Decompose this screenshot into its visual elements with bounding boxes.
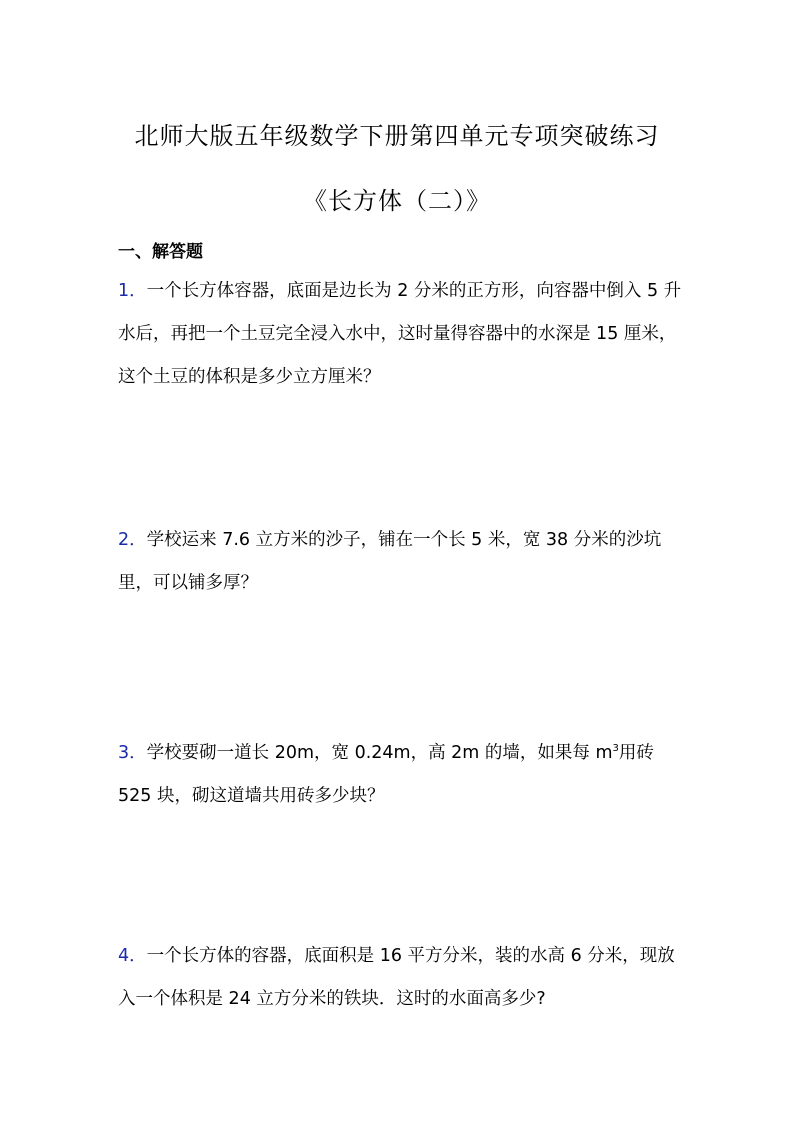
document-title: 北师大版五年级数学下册第四单元专项突破练习	[134, 122, 660, 150]
question-3	[118, 727, 688, 818]
question-text: 学校运来 7.6 立方米的沙子，铺在一个长 5 米，宽 38 分米的沙坑里，可以铺多厚？	[118, 530, 662, 593]
question-4	[118, 935, 688, 1021]
question-number: 1．	[118, 281, 147, 301]
question-number: 2．	[118, 530, 147, 550]
document-subtitle: 《长方体（二）》	[303, 187, 491, 215]
question-number: 3．	[118, 743, 147, 763]
question-text: 学校要砌一道长 20m，宽 0.24m，高 2m 的墙，如果每 m	[146, 743, 613, 763]
question-2	[118, 519, 688, 605]
question-text: 一个长方体的容器，底面积是 16 平方分米，装的水高 6 分米，现放入一个体积是 24 立方分米的铁块．这时的水面高多少?	[118, 946, 675, 1009]
question-number: 4．	[118, 946, 147, 966]
question-1	[118, 270, 688, 399]
question-text-continued: 用砖 525 块，砌这道墙共用砖多少块？	[118, 743, 654, 806]
section-heading: 一、解答题	[118, 242, 203, 262]
question-text: 一个长方体容器，底面是边长为 2 分米的正方形，向容器中倒入 5 升水后，再把一个土豆完全浸入水中，这时量得容器中的水深是 15 厘米，这个土豆的体积是多少立方厘米？	[118, 281, 682, 387]
superscript-cubed: 3	[612, 743, 619, 754]
